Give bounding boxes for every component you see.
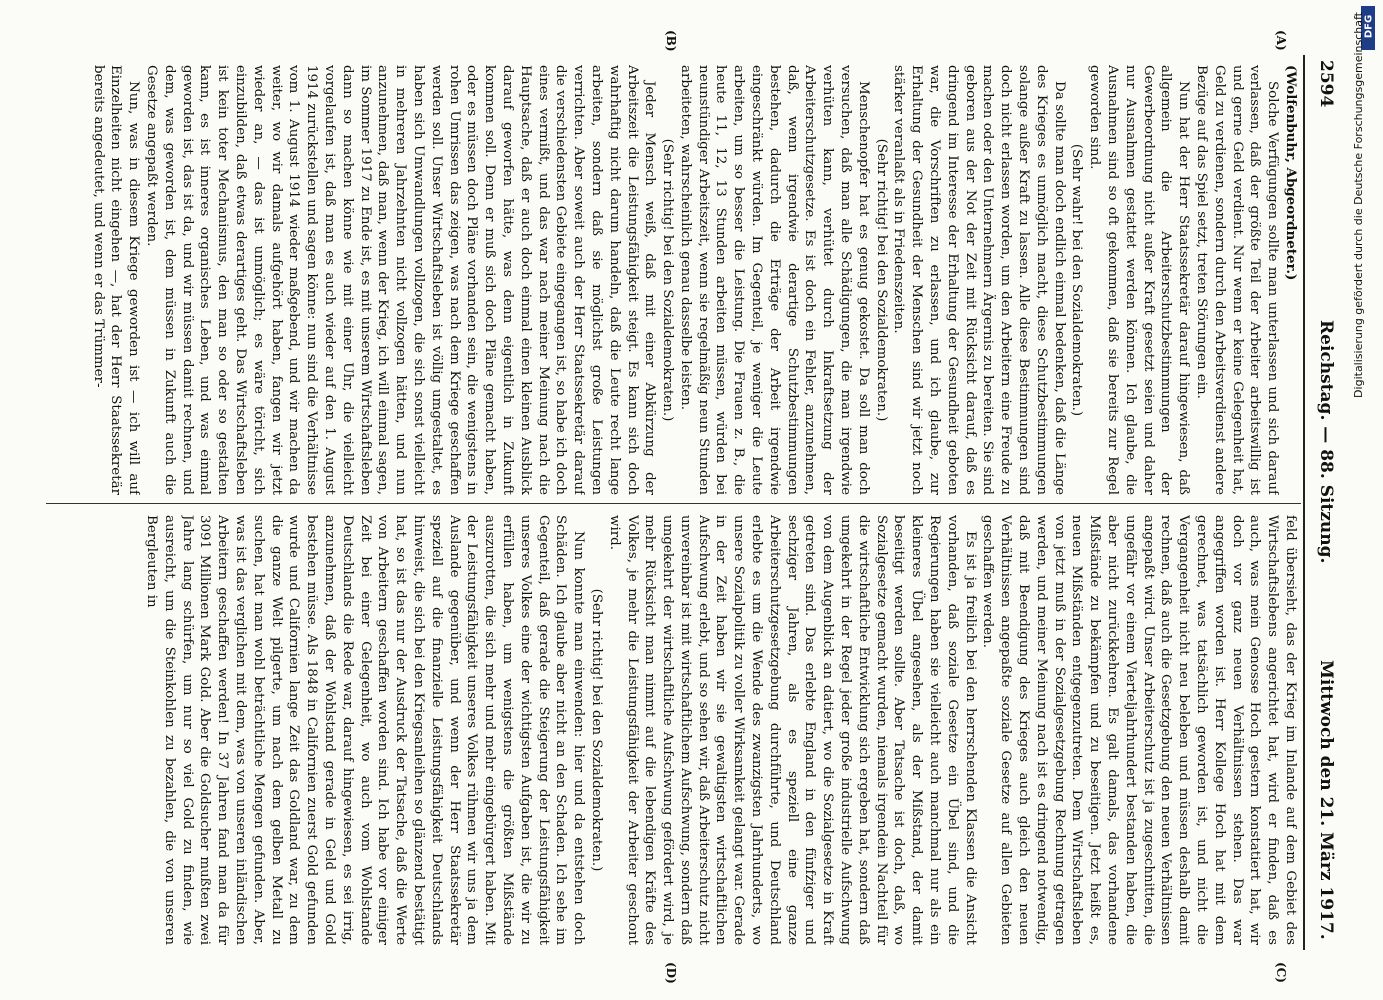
right-column (49, 515, 1299, 945)
speaker-name: (Wolfenbuhr, Abgeordneter.) (1283, 65, 1299, 281)
margin-mark-a: (A) (1274, 30, 1288, 51)
paragraph: Nun hat der Herr Staatssekretär darauf hingewiesen, daß allgemein die Arbeiterschutzbestimmungen der Gewerbeordnung nicht außer Kraft gesetzt seien und daher nur Ausnahmen gestattet werden können. Ich glaube, die Ausnahmen sind so oft gekommen, daß sie bereits zur Regel geworden sind. (1087, 65, 1192, 495)
interjection: (Sehr wahr! bei den Sozialdemokraten.) (1069, 143, 1085, 417)
paragraph: Solche Verfügungen sollte man unterlassen und sich darauf verlassen, daß der größte Teil der Arbeiter arbeitswillig ist und gerne Geld verdient. Nur wenn er keine Gelegenheit hat, Geld zu verdienen, sondern durch den Arbeitsverdienst andere Bezüge auf das Spiel setzt, treten Störungen ein. (1194, 65, 1281, 495)
paragraph: Es ist ja freilich bei den herrschenden Klassen die Ansicht vorhanden, daß soziale Gesetze ein Übel sind, und die Regierungen haben sie vielleicht auch manchmal nur als ein kleineres Übel angesehen, als der Mißstand, der damit beseitigt werden sollte. Aber Tatsache ist doch, daß, wo Sozialgesetze gemacht wurden, niemals irgendein Nachteil für die wirtschaftliche Entwicklung sich ergeben hat, sondern daß umgekehrt in der Regel jeder große industrielle Aufschwung von dem Augenblick an datiert, wo die Sozialgesetze in Kraft getreten sind. Das erlebte England in den fünfziger und sechziger Jahren, als es speziell eine ganze Arbeiterschutzgesetzgebung durchführte, und Deutschland erlebte es um die Wende des zwanzigsten Jahrhunderts, wo unsere Sozialpolitik zu voller Wirksamkeit gelangt war. Gerade in der Zeit haben wir sie gewaltigsten wirtschaftlichen Aufschwung erlebt, und so sehen wir, daß Arbeiterschutz nicht unvereinbar ist mit wirtschaftlichem Aufschwung, sondern daß umgekehrt der wirtschaftliche Aufschwung gefördert wird, je mehr Rücksicht man nimmt auf die lebendigen Kräfte des Volkes, je mehr die Leistungsfähigkeit der Arbeiter geschont wird. (606, 515, 978, 945)
page-number: 2594 (1316, 60, 1336, 108)
paragraph: Nun, was in diesem Kriege geworden ist — ich will auf Einzelheiten nicht eingehen —, hat der Herr Staatssekretär bereits angedeutet, und wenn er das Trümmer- (90, 65, 142, 495)
left-column (49, 65, 1299, 495)
interjection: (Sehr richtig! bei den Sozialdemokraten.) (873, 138, 889, 422)
paragraph: Da sollte man doch endlich einmal bedenken, daß die Länge des Krieges es unmöglich macht, diese Schutzbestimmungen solange außer Kraft zu lassen. Alle diese Bestimmungen sind doch nicht erlassen worden, um den Arbeitern eine Freude zu machen oder den Unternehmern Ärgernis zu bereiten. Sie sind geboren aus der Not der Zeit mit Rücksicht darauf, daß es dringend im Interesse der Erhaltung der Gesundheit geboten war, die Vorschriften zu erlassen, und ich glaube, zur Erhaltung der Gesundheit der Menschen sind wir jetzt noch stärker veranlaßt als in Friedenszeiten. (891, 65, 1067, 495)
digitization-credit (1352, 12, 1374, 988)
paragraph: Jeder Mensch weiß, daß mit einer Abkürzung der Arbeitszeit die Leistungsfähigkeit steigt. Es kann sich doch wahrhaftig nicht darum handeln, daß die Leute recht lange arbeiten, sondern daß sie möglichst große Leistungen verrichten. Aber soweit auch der Herr Staatssekretär darauf die verschiedensten Gebiete eingegangen ist, so habe ich doch eines vermißt, und das war nach meiner Meinung nach die Hauptsache, daß er auch doch einmal einen kleinen Ausblick darauf geworfen hätte, was denn eigentlich in Zukunft kommen soll. Denn er muß sich doch Pläne gemacht haben, oder es müssen doch Pläne vorhanden sein, die wenigstens in rohen Umrissen das zeigen, was nach dem Kriege geschaffen werden soll. Unser Wirtschaftsleben ist völlig umgestaltet, es haben sich Umwandlungen vollzogen, die sich sonst vielleicht in mehreren Jahrzehnten nicht vollzogen hätten, und nun anzunehmen, daß man, wenn der Krieg, ich will einmal sagen, im Sommer 1917 zu Ende ist, es mit unserem Wirtschaftsleben dann so machen könne wie mit einer Uhr, die vielleicht vorgelaufen ist, daß man es auch wieder auf den 1. August 1914 zurückstellen und sagen könne: nun sind die Verhältnisse vom 1. August 1914 wieder maßgebend, und wir machen da weiter, wo wir damals aufgehört haben, fangen wir jetzt wieder an, — das ist unmöglich; es wäre töricht, sich einzubilden, daß etwas derartiges geht. Das Wirtschaftsleben ist kein toter Mechanismus, den man so oder so gestalten kann, es ist inneres organisches Leben, und was einmal geworden ist, das ist da, und wir müssen damit rechnen, und dem, was geworden ist, dem müssen in Zukunft auch die Gesetze angepaßt werden. (144, 65, 658, 495)
page-header (1310, 60, 1338, 950)
session-title: Reichstag. — 88. Sitzung. (1316, 320, 1336, 564)
dfg-logo-text: DFG (1363, 14, 1375, 39)
header-rule (1303, 55, 1305, 950)
margin-mark-c: (C) (1274, 962, 1288, 983)
paragraph: Nun konnte man einwenden: hier und da entstehen doch Schäden. Ich glaube aber nicht an den Schaden. Ich sehe im Gegenteil, daß gerade die Steigerung der Leistungsfähigkeit unseres Volkes eine der wichtigsten Aufgaben ist, die wir zu erfüllen haben, um wenigstens die größten Mißstände auszurotten, die sich mehr und mehr eingebürgert haben. Mit der Leistungsfähigkeit unseres Volkes rühmen wir uns ja dem Auslande gegenüber, und wenn der Herr Staatssekretär speziell auf die finanzielle Leistungsfähigkeit Deutschlands hinweist, die sich bei den Kriegsanleihen so glänzend bestätigt hat, so ist das nur der Ausdruck der Tatsache, daß die Werte von Arbeitern geschaffen worden sind. Ich habe vor einiger Zeit bei einer Gelegenheit, wo auch vom Wohlstande Deutschlands die Rede war, darauf hingewiesen, es sei irrig, anzunehmen, daß der Wohlstand gerade in Geld und Gold bestehen müsse. Als 1848 in Californien zuerst Gold gefunden wurde und Californien lange Zeit das Goldland war, zu dem die ganze Welt pilgerte, um nach dem gelben Metall zu suchen, hat man wohl beträchtliche Mengen gefunden. Aber, was ist das verglichen mit dem, was von unseren inländischen Arbeitern geschaffen werden! In 37 Jahren fand man da für 3091 Millionen Mark Gold. Aber die Goldsucher mußten zwei Jahre lang schürfen, um nur so viel Gold zu finden, wie ausreicht, um die Steinkohlen zu bezahlen, die von unseren Bergleuten in (144, 515, 587, 945)
paragraph: feld übersieht, das der Krieg im Inlande auf dem Gebiet des Wirtschaftslebens angerichtet hat, wird er finden, daß es auch, was mein Genosse Hoch gestern konstatiert hat, wir doch vor ganz neuen Verhältnissen stehen. Das war angegriffen worden ist. Herr Kollege Hoch hat mit dem gerechnet, was tatsächlich geworden ist, und nicht die Vergangenheit nicht neu beleben und müssen deshalb damit rechnen, daß auch die Gesetzgebung den neuen Verhältnissen angepaßt wird. Unser Arbeiterschutz ist ja zugeschnitten, die ungefähr vor einem Vierteljahrhundert bestanden haben, die aber nicht zurückkehren. Es galt damals, das vorhandene Mißstände zu bekämpfen und zu beseitigen. Jetzt heißt es, neuen Mißständen entgegenzutreten. Dem Wirtschaftsleben von jetzt muß in der Sozialgesetzgebung Rechnung getragen werden, und meiner Meinung nach ist es dringend notwendig, daß mit Beendigung des Krieges auch gleich den neuen Verhältnissen angepaßte soziale Gesetze auf allen Gebieten geschaffen werden. (980, 515, 1298, 945)
interjection: (Sehr richtig! bei den Sozialdemokraten.) (660, 138, 676, 422)
margin-mark-d: (D) (664, 962, 678, 984)
interjection: (Sehr richtig! bei den Sozialdemokraten.) (588, 588, 604, 872)
column-divider (46, 503, 1301, 504)
credit-text: Digitalisierung gefördert durch die Deutsche Forschungsgemeinschaft (1352, 12, 1365, 398)
margin-mark-b: (B) (664, 30, 678, 52)
paragraph: Menschenopfer hat es genug gekostet. Da soll man doch versuchen, daß man alle Schädigungen, die man irgendwie verhüten kann, verhütet durch Inkraftsetzung der Arbeiterschutzgesetze. Es ist doch ein Fehler, anzunehmen, daß, wenn irgendwie derartige Schutzbestimmungen bestehen, dadurch die Erträge der Arbeit irgendwie eingeschränkt würden. Im Gegenteil, je weniger die Leute arbeiten, um so besser die Leistung. Die Frauen z. B., die heute 11, 12, 13 Stunden arbeiten müssen, würden bei neunstündiger Arbeitszeit, wenn sie regelmäßig neun Stunden arbeiteten, wahrscheinlich genau dasselbe leisten. (677, 65, 871, 495)
session-date: Mittwoch den 21. März 1917. (1316, 660, 1336, 940)
